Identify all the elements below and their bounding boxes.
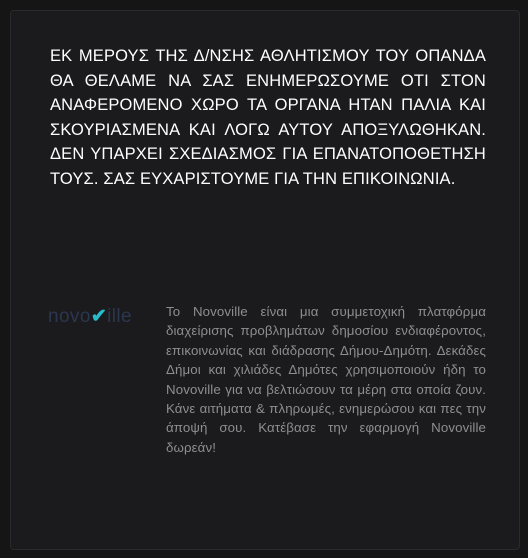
logo-text-end: ille xyxy=(107,306,132,327)
novoville-logo[interactable] xyxy=(48,306,132,328)
logo-text-start: novo xyxy=(48,306,91,327)
reply-message-text: ΕΚ ΜΕΡΟΥΣ ΤΗΣ Δ/ΝΣΗΣ ΑΘΛΗΤΙΣΜΟΥ ΤΟΥ ΟΠΑΝΔΑ ΘΑ ΘΕΛΑΜΕ ΝΑ ΣΑΣ ΕΝΗΜΕΡΩΣΟΥΜΕ ΟΤΙ ΣΤΟΝ ΑΝΑΦΕΡΟΜΕΝΟ ΧΩΡΟ ΤΑ ΟΡΓΑΝΑ ΗΤΑΝ ΠΑΛΙΑ ΚΑΙ ΣΚΟΥΡΙΑΣΜΕΝΑ ΚΑΙ ΛΟΓΩ ΑΥΤΟΥ ΑΠΟΞΥΛΩΘΗΚΑΝ. ΔΕΝ ΥΠΑΡΧΕΙ ΣΧΕΔΙΑΣΜΟΣ ΓΙΑ ΕΠΑΝΑΤΟΠΟΘΕΤΗΣΗ ΤΟΥΣ. ΣΑΣ ΕΥΧΑΡΙΣΤΟΥΜΕ ΓΙΑ ΤΗΝ ΕΠΙΚΟΙΝΩΝΙΑ. xyxy=(50,47,486,188)
novoville-promo-text: Το Novoville είναι μια συμμετοχική πλατφόρμα διαχείρισης προβλημάτων δημοσίου ενδιαφέροντος, επικοινωνίας και διάδρασης Δήμου-Δημότη. Δεκάδες Δήμοι και χιλιάδες Δημότες χρησιμοποιούν ήδη το Novoville για να βελτιώσουν τα μέρη στα οποία ζουν. Κάνε αιτήματα & πληρωμές, ενημερώσου και πες την άποψή σου. Κατέβασε την εφαρμογή Novoville δωρεάν! xyxy=(166,304,486,455)
checkmark-icon: ✔ xyxy=(90,306,108,327)
